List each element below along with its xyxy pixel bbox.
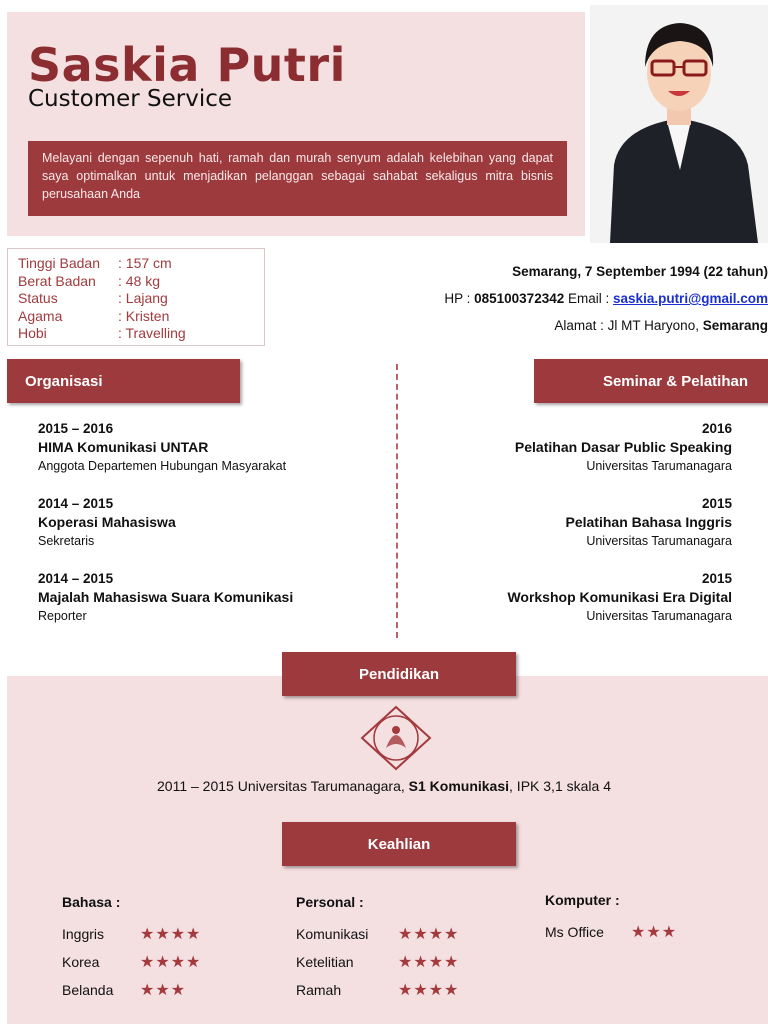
hp-label: HP : <box>444 291 471 306</box>
address-line <box>554 318 768 333</box>
item-subtitle: Sekretaris <box>38 534 95 548</box>
info-value: : 157 cm <box>118 255 172 271</box>
item-title: Majalah Mahasiswa Suara Komunikasi <box>38 589 294 605</box>
summary-box: Melayani dengan sepenuh hati, ramah dan murah senyum adalah kelebihan yang dapat saya optimalkan untuk menjadikan pelanggan sebagai sahabat sekaligus mitra bisnis perusahaan Anda <box>28 141 567 216</box>
item-title: Pelatihan Bahasa Inggris <box>565 514 732 530</box>
item-subtitle: Anggota Departemen Hubungan Masyarakat <box>38 459 287 473</box>
seminar-header: Seminar & Pelatihan <box>534 359 768 403</box>
info-label: Status <box>18 290 58 306</box>
info-value: : 48 kg <box>118 272 161 289</box>
info-label: Hobi <box>18 325 47 341</box>
star-rating-icon: ★★★★ <box>140 954 202 971</box>
candidate-role: Customer Service <box>28 86 233 112</box>
star-rating-icon: ★★★ <box>631 924 678 941</box>
skill-row <box>62 948 201 976</box>
education-entry <box>0 778 768 794</box>
skill-label: Komunikasi <box>296 926 369 942</box>
seminar-item <box>392 570 732 625</box>
organisasi-item <box>38 495 378 550</box>
skill-row <box>62 976 201 1004</box>
education-degree: S1 Komunikasi <box>408 778 510 794</box>
star-rating-icon: ★★★★ <box>140 926 202 943</box>
skill-group-bahasa <box>62 894 201 1004</box>
item-subtitle: Universitas Tarumanagara <box>586 459 732 473</box>
info-label: Berat Badan <box>18 272 96 289</box>
email-link[interactable]: saskia.putri@gmail.com <box>613 291 768 306</box>
info-row <box>18 308 254 326</box>
skill-row <box>545 918 677 946</box>
skill-label: Ms Office <box>545 924 604 940</box>
birth-info: Semarang, 7 September 1994 (22 tahun) <box>512 264 768 279</box>
organisasi-header: Organisasi <box>7 359 240 403</box>
item-subtitle: Universitas Tarumanagara <box>586 609 732 623</box>
skill-row <box>62 920 201 948</box>
phone-email-line <box>444 291 768 306</box>
skill-heading: Personal : <box>296 894 364 910</box>
info-row <box>18 273 254 291</box>
seminar-item <box>392 495 732 550</box>
candidate-name: Saskia Putri <box>28 38 346 92</box>
education-gpa: , IPK 3,1 skala 4 <box>509 778 611 794</box>
info-row <box>18 290 254 308</box>
item-title: Pelatihan Dasar Public Speaking <box>514 439 732 455</box>
star-rating-icon: ★★★ <box>140 982 187 999</box>
organisasi-item <box>38 570 378 625</box>
item-subtitle: Reporter <box>38 609 87 623</box>
star-rating-icon: ★★★★ <box>398 954 460 971</box>
star-rating-icon: ★★★★ <box>398 982 460 999</box>
info-label: Tinggi Badan <box>18 255 100 271</box>
skill-group-komputer <box>545 892 677 946</box>
item-year: 2014 – 2015 <box>38 496 114 511</box>
address-label: Alamat : Jl MT Haryono, <box>554 318 699 333</box>
skill-group-personal <box>296 894 459 1004</box>
profile-photo <box>590 5 768 243</box>
item-title: HIMA Komunikasi UNTAR <box>38 439 209 455</box>
info-row <box>18 255 254 273</box>
skill-label: Ketelitian <box>296 954 354 970</box>
address-city: Semarang <box>702 318 768 333</box>
info-value: : Kristen <box>118 307 170 324</box>
item-year: 2015 <box>701 571 732 586</box>
skill-label: Inggris <box>62 926 105 942</box>
email-label: Email : <box>568 291 610 306</box>
skill-label: Korea <box>62 954 100 970</box>
education-text: 2011 – 2015 Universitas Tarumanagara, <box>157 778 405 794</box>
skill-heading: Komputer : <box>545 892 620 908</box>
personal-info-box <box>7 248 265 346</box>
item-year: 2015 <box>701 496 732 511</box>
item-year: 2016 <box>701 421 732 436</box>
skill-row <box>296 948 459 976</box>
star-rating-icon: ★★★★ <box>398 926 460 943</box>
organisasi-item <box>38 420 378 475</box>
skill-row <box>296 920 459 948</box>
item-year: 2014 – 2015 <box>38 571 114 586</box>
pendidikan-header: Pendidikan <box>282 652 516 696</box>
keahlian-header: Keahlian <box>282 822 516 866</box>
university-logo <box>358 704 434 772</box>
skill-row <box>296 976 459 1004</box>
info-value: : Travelling <box>118 325 186 341</box>
info-value: : Lajang <box>118 290 168 306</box>
item-title: Workshop Komunikasi Era Digital <box>507 589 732 605</box>
seminar-item <box>392 420 732 475</box>
skill-heading: Bahasa : <box>62 894 121 910</box>
phone-number: 085100372342 <box>474 291 565 306</box>
info-row <box>18 325 254 343</box>
item-subtitle: Universitas Tarumanagara <box>586 534 732 548</box>
skill-label: Ramah <box>296 982 342 998</box>
item-title: Koperasi Mahasiswa <box>38 514 176 530</box>
info-label: Agama <box>18 307 63 324</box>
item-year: 2015 – 2016 <box>38 421 114 436</box>
skill-label: Belanda <box>62 982 114 998</box>
